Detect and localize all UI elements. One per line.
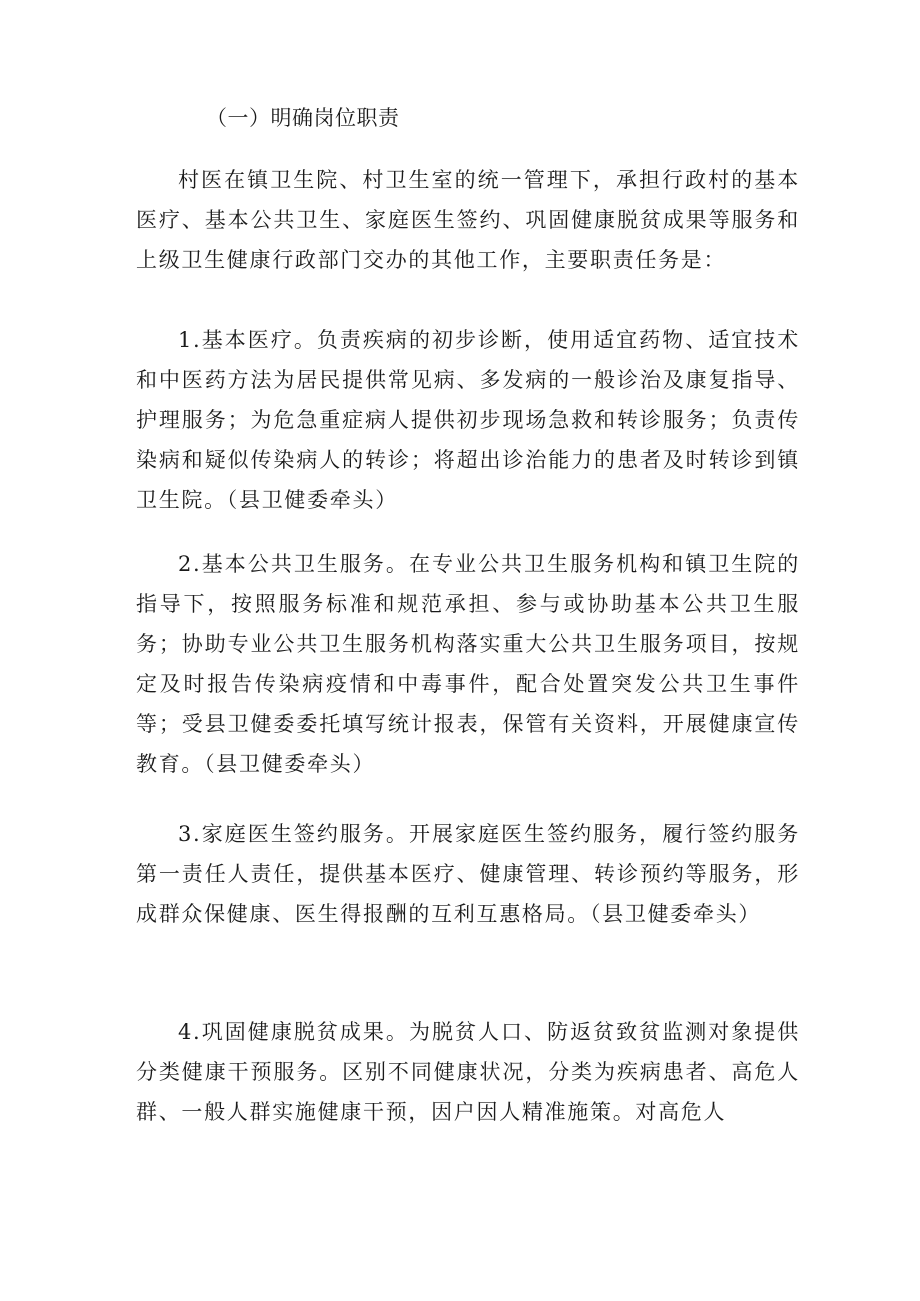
paragraph-poverty-health: 4.巩固健康脱贫成果。为脱贫人口、防返贫致贫监测对象提供分类健康干预服务。区别不同健康状况，分类为疾病患者、高危人群、一般人群实施健康干预，因户因人精准施策。对高危人 (136, 1020, 800, 1124)
paragraph-basic-medical: 1.基本医疗。负责疾病的初步诊断，使用适宜药物、适宜技术和中医药方法为居民提供常见病、多发病的一般诊治及康复指导、护理服务；为危急重症病人提供初步现场急救和转诊服务；负责传染病和疑似传染病人的转诊；将超出诊治能力的患者及时转诊到镇卫生院。（县卫健委牵头） (136, 328, 800, 512)
paragraph-public-health: 2.基本公共卫生服务。在专业公共卫生服务机构和镇卫生院的指导下，按照服务标准和规范承担、参与或协助基本公共卫生服务；协助专业公共卫生服务机构落实重大公共卫生服务项目，按规定及时报告传染病疫情和中毒事件，配合处置突发公共卫生事件等；受县卫健委委托填写统计报表，保管有关资料，开展健康宣传教育。（县卫健委牵头） (136, 552, 800, 776)
section-heading: （一）明确岗位职责 (206, 106, 400, 130)
paragraph-intro: 村医在镇卫生院、村卫生室的统一管理下，承担行政村的基本医疗、基本公共卫生、家庭医生签约、巩固健康脱贫成果等服务和上级卫生健康行政部门交办的其他工作，主要职责任务是： (136, 168, 800, 272)
paragraph-family-doctor: 3.家庭医生签约服务。开展家庭医生签约服务，履行签约服务第一责任人责任，提供基本医疗、健康管理、转诊预约等服务，形成群众保健康、医生得报酬的互利互惠格局。（县卫健委牵头） (136, 822, 800, 926)
